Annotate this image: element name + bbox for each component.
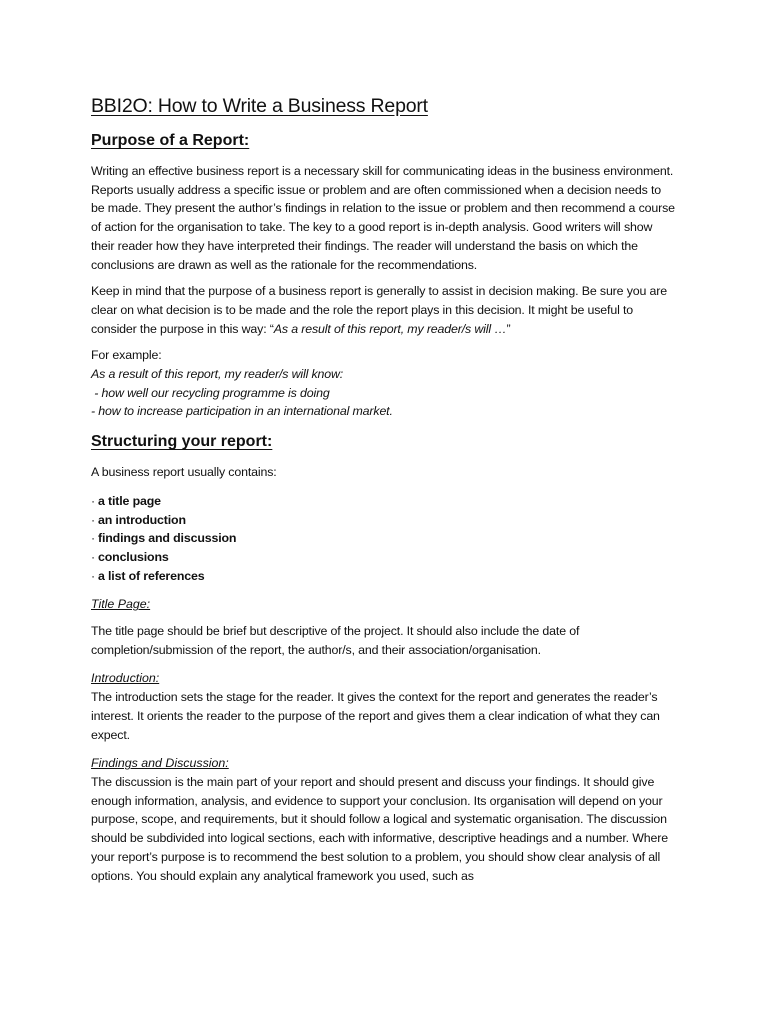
findings-paragraph: The discussion is the main part of your report and should present and discuss your findings. It should give enough information, analysis, and evidence to support your conclusion. Its organisation will depend on your purpose, scope, and requirements, but it should follow a logical and systematic organisation. The discussion should be subdivided into logical sections, each with informative, descriptive headings and a number. Where your report’s purpose is to recommend the best solution to a problem, you should show clear analysis of all options. You should explain any analytical framework you used, such as <box>91 774 668 883</box>
list-item-text: a list of references <box>97 568 205 583</box>
title-page-heading: Title Page: <box>91 597 151 612</box>
introduction-heading: Introduction: <box>91 671 160 686</box>
structure-intro: A business report usually contains: <box>91 465 277 480</box>
list-item <box>91 529 677 548</box>
bullet-marker: · <box>91 568 95 583</box>
document-title: BBI2O: How to Write a Business Report <box>91 95 428 117</box>
bullet-marker: · <box>91 512 95 527</box>
example-line: As a result of this report, my reader/s will know: <box>91 367 344 382</box>
findings-heading: Findings and Discussion: <box>91 756 229 771</box>
list-item <box>91 567 677 586</box>
document-page <box>91 94 677 893</box>
introduction-paragraph: The introduction sets the stage for the reader. It gives the context for the report and generates the reader’s interest. It orients the reader to the purpose of the report and gives them a clear indication of what they can expect. <box>91 690 660 742</box>
list-item-text: a title page <box>97 493 161 508</box>
list-item <box>91 511 677 530</box>
list-item <box>91 548 677 567</box>
title-page-paragraph: The title page should be brief but descriptive of the project. It should also include the date of completion/submission of the report, the author/s, and their association/organisation. <box>91 624 580 657</box>
purpose-heading: Purpose of a Report: <box>91 132 250 149</box>
purpose-paragraph-1: Writing an effective business report is a necessary skill for communicating ideas in the business environment. Reports usually address a specific issue or problem and are often commissioned when a decision needs to be made. They present the author’s findings in relation to the issue or problem and then recommend a course of action for the organisation to take. The key to a good report is in-depth analysis. Good writers will show their reader how they have interpreted their findings. The reader will understand the basis on which the conclusions are drawn as well as the rationale for the recommendations. <box>91 164 675 272</box>
list-item <box>91 492 677 511</box>
purpose-paragraph-2-text: Keep in mind that the purpose of a business report is generally to assist in decision making. Be sure you are clear on what decision is to be made and the role the report plays in this decision. It might be useful to consider the purpose in this way: “ <box>91 284 667 336</box>
structure-heading: Structuring your report: <box>91 433 273 451</box>
list-item-text: findings and discussion <box>97 531 237 546</box>
bullet-marker: · <box>91 549 95 564</box>
example-label: For example: <box>91 348 162 363</box>
list-item-text: an introduction <box>97 512 186 527</box>
purpose-paragraph-2 <box>91 282 677 338</box>
list-item-text: conclusions <box>97 549 169 564</box>
bullet-marker: · <box>91 493 95 508</box>
example-line: - how to increase participation in an international market. <box>91 404 393 419</box>
bullet-marker: · <box>91 531 95 546</box>
purpose-paragraph-2-end: ” <box>506 321 511 336</box>
purpose-paragraph-2-quote: As a result of this report, my reader/s will … <box>273 321 507 336</box>
example-line: - how well our recycling programme is doing <box>91 385 330 400</box>
example-block <box>91 346 677 421</box>
structure-list <box>91 492 677 586</box>
